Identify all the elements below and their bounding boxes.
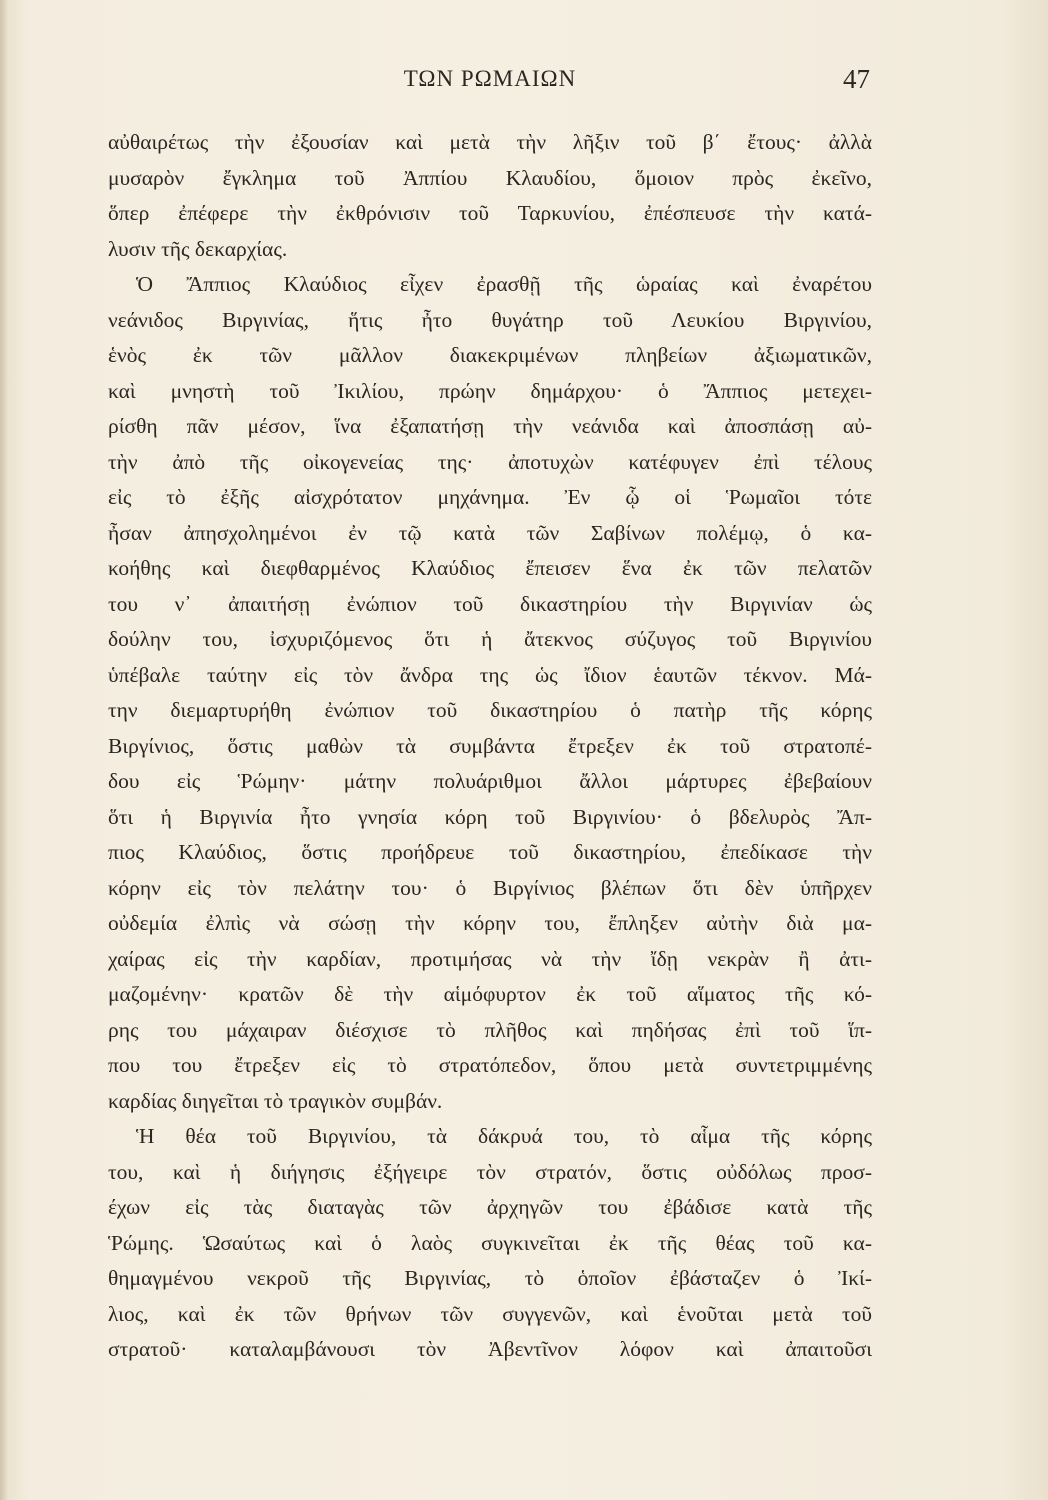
text-line: ἑνὸς ἐκ τῶν μᾶλλον διακεκριμένων πληβείων ἀξιωματικῶν,: [108, 343, 872, 367]
text-line: καρδίας διηγεῖται τὸ τραγικὸν συμβάν.: [108, 1088, 443, 1113]
text-line: θημαγμένου νεκροῦ τῆς Βιργινίας, τὸ ὁποῖον ἐβάσταζεν ὁ Ἰκί-: [108, 1266, 872, 1290]
text-line: δούλην του, ἰσχυριζόμενος ὅτι ἡ ἄτεκνος σύζυγος τοῦ Βιργινίου: [108, 627, 872, 651]
text-line: μαζομένην· κρατῶν δὲ τὴν αἱμόφυρτον ἐκ τοῦ αἵματος τῆς κό-: [108, 982, 872, 1006]
text-line: κοήθης καὶ διεφθαρμένος Κλαύδιος ἔπεισεν ἕνα ἐκ τῶν πελατῶν: [108, 556, 872, 580]
text-line: στρατοῦ· καταλαμβάνουσι τὸν Ἀβεντῖνον λόφον καὶ ἀπαιτοῦσι: [108, 1337, 872, 1361]
text-line: αὐθαιρέτως τὴν ἐξουσίαν καὶ μετὰ τὴν λῆξιν τοῦ β΄ ἔτους· ἀλλὰ: [108, 130, 872, 154]
text-line: ὅτι ἡ Βιργινία ἦτο γνησία κόρη τοῦ Βιργινίου· ὁ βδελυρὸς Ἄπ-: [108, 804, 872, 829]
text-line: Βιργίνιος, ὅστις μαθὼν τὰ συμβάντα ἔτρεξεν ἐκ τοῦ στρατοπέ-: [108, 733, 872, 758]
text-line: την διεμαρτυρήθη ἐνώπιον τοῦ δικαστηρίου ὁ πατὴρ τῆς κόρης: [108, 698, 872, 722]
text-line: του, καὶ ἡ διήγησις ἐξήγειρε τὸν στρατόν, ὅστις οὐδόλως προσ-: [108, 1159, 872, 1184]
text-line: λιος, καὶ ἐκ τῶν θρήνων τῶν συγγενῶν, καὶ ἑνοῦται μετὰ τοῦ: [108, 1301, 872, 1326]
text-line: κόρην εἰς τὸν πελάτην του· ὁ Βιργίνιος βλέπων ὅτι δὲν ὑπῆρχεν: [108, 875, 872, 900]
text-line: καὶ μνηστὴ τοῦ Ἰκιλίου, πρώην δημάρχου· ὁ Ἄππιος μετεχει-: [108, 378, 872, 403]
text-line: ρίσθη πᾶν μέσον, ἵνα ἐξαπατήσῃ τὴν νεάνιδα καὶ ἀποσπάσῃ αὐ-: [108, 414, 872, 438]
text-line: Ὁ Ἄππιος Κλαύδιος εἶχεν ἐρασθῇ τῆς ὡραίας καὶ ἐναρέτου: [136, 272, 872, 296]
text-line: πιος Κλαύδιος, ὅστις προήδρευε τοῦ δικαστηρίου, ἐπεδίκασε τὴν: [108, 840, 872, 864]
text-line: τὴν ἀπὸ τῆς οἰκογενείας της· ἀποτυχὼν κατέφυγεν ἐπὶ τέλους: [108, 449, 872, 474]
text-line: του ν᾽ ἀπαιτήσῃ ἐνώπιον τοῦ δικαστηρίου τὴν Βιργινίαν ὡς: [108, 591, 872, 616]
text-line: εἰς τὸ ἐξῆς αἰσχρότατον μηχάνημα. Ἐν ᾧ οἱ Ῥωμαῖοι τότε: [108, 485, 872, 509]
text-line: λυσιν τῆς δεκαρχίας.: [108, 236, 288, 261]
text-line: έχων εἰς τὰς διαταγὰς τῶν ἀρχηγῶν του ἐβάδισε κατὰ τῆς: [108, 1195, 872, 1219]
text-line: νεάνιδος Βιργινίας, ἥτις ἦτο θυγάτηρ τοῦ Λευκίου Βιργινίου,: [108, 307, 872, 332]
running-title: ΤΩΝ ΡΩΜΑΙΩΝ: [403, 66, 577, 91]
text-line: ὑπέβαλε ταύτην εἰς τὸν ἄνδρα της ὡς ἴδιον ἑαυτῶν τέκνον. Μά-: [108, 662, 872, 687]
spine-shadow: [0, 0, 8, 1500]
text-line: ὅπερ ἐπέφερε τὴν ἐκθρόνισιν τοῦ Ταρκυνίου, ἐπέσπευσε τὴν κατά-: [108, 201, 872, 225]
page-header: [110, 62, 870, 102]
text-line: δου εἰς Ῥώμην· μάτην πολυάριθμοι ἄλλοι μάρτυρες ἐβεβαίουν: [108, 769, 872, 793]
text-line: οὐδεμία ἐλπὶς νὰ σώσῃ τὴν κόρην του, ἔπληξεν αὐτὴν διὰ μα-: [108, 911, 872, 935]
text-line: ρης του μάχαιραν διέσχισε τὸ πλῆθος καὶ πηδήσας ἐπὶ τοῦ ἵπ-: [108, 1017, 872, 1042]
page-number: 47: [843, 64, 870, 94]
text-line: ἦσαν ἀπησχολημένοι ἐν τῷ κατὰ τῶν Σαβίνων πολέμῳ, ὁ κα-: [108, 520, 872, 545]
body-text: [108, 125, 872, 1368]
text-line: που του ἔτρεξεν εἰς τὸ στρατόπεδον, ὅπου μετὰ συντετριμμένης: [108, 1053, 872, 1077]
text-line: Ῥώμης. Ὡσαύτως καὶ ὁ λαὸς συγκινεῖται ἐκ τῆς θέας τοῦ κα-: [108, 1230, 872, 1255]
text-line: Ἡ θέα τοῦ Βιργινίου, τὰ δάκρυά του, τὸ αἷμα τῆς κόρης: [136, 1124, 872, 1148]
text-line: χαίρας εἰς τὴν καρδίαν, προτιμήσας νὰ τὴν ἴδῃ νεκρὰν ἢ ἀτι-: [108, 946, 872, 971]
text-line: μυσαρὸν ἔγκλημα τοῦ Ἀππίου Κλαυδίου, ὅμοιον πρὸς ἐκεῖνο,: [108, 165, 872, 190]
